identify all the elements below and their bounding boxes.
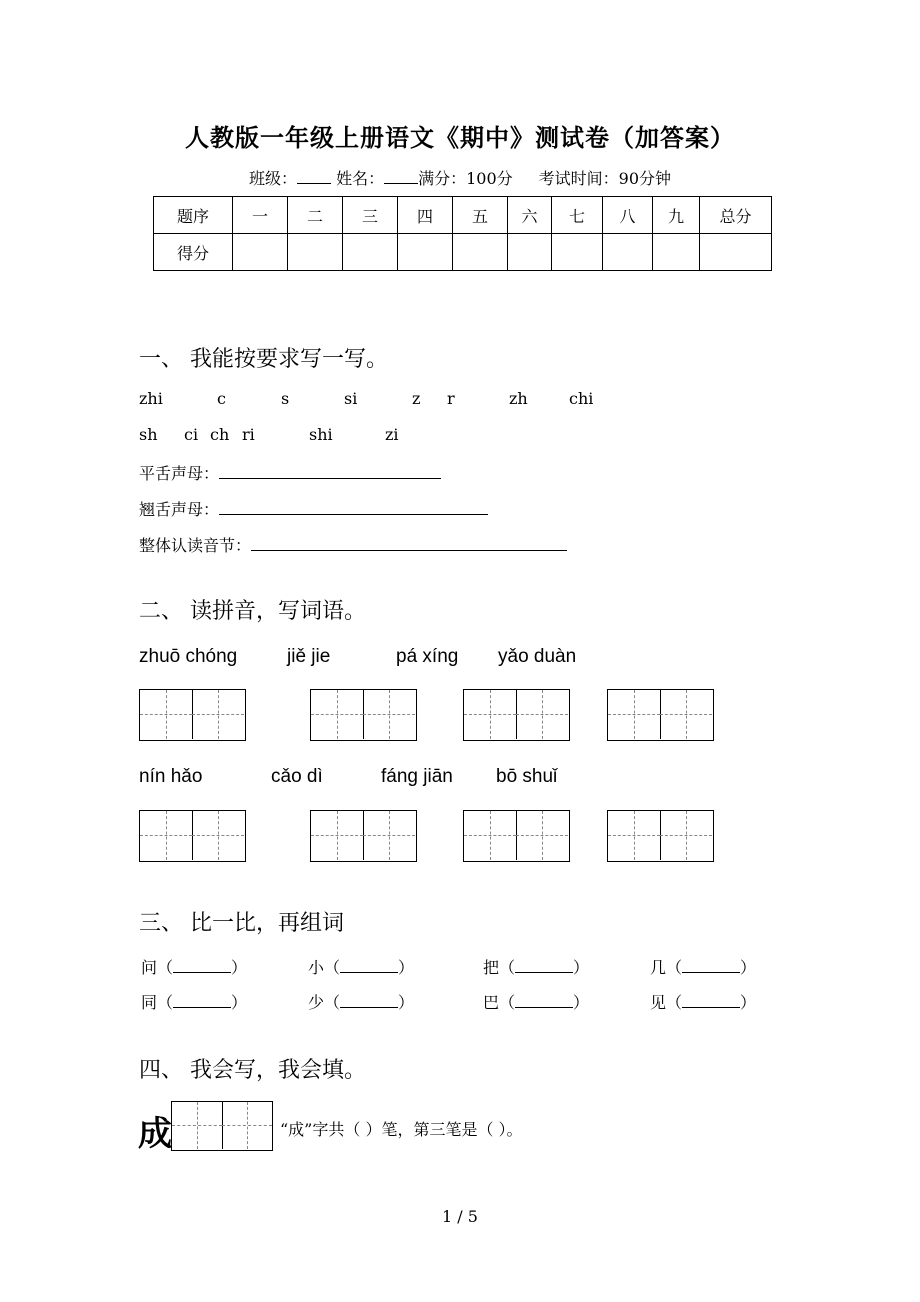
section2-heading: 二、 读拼音，写词语。: [139, 599, 366, 624]
compare-char: 把: [483, 958, 500, 977]
pinyin-item: sh: [139, 425, 158, 444]
answer-line[interactable]: [219, 500, 488, 515]
score-header-cell: 四: [398, 197, 453, 234]
compare-char: 问: [141, 958, 158, 977]
stroke-grid[interactable]: [171, 1101, 273, 1151]
class-label: 班级：: [248, 169, 297, 188]
stroke-question: “成”字共（ ）笔，第三笔是（ ）。: [280, 1120, 523, 1139]
answer-line[interactable]: [515, 993, 573, 1008]
pinyin-item: chi: [569, 389, 594, 408]
score-cell[interactable]: [700, 234, 772, 271]
pinyin-label: zhuō chóng: [139, 646, 238, 667]
score-header-cell: 三: [343, 197, 398, 234]
section1-heading: 一、 我能按要求写一写。: [139, 347, 388, 372]
compare-item: 问（ ）: [141, 958, 248, 977]
grid-cell[interactable]: [311, 690, 363, 739]
score-header-cell: 八: [603, 197, 653, 234]
question-label: 平舌声母：: [139, 464, 220, 483]
writing-grid[interactable]: [139, 810, 246, 862]
section3-heading: 三、 比一比，再组词: [139, 911, 344, 936]
answer-line[interactable]: [251, 536, 567, 551]
exam-info: [0, 166, 920, 189]
grid-cell[interactable]: [311, 811, 363, 860]
name-blank[interactable]: [384, 169, 418, 184]
answer-line[interactable]: [173, 993, 231, 1008]
compare-item: 巴（ ）: [483, 993, 590, 1012]
score-table-score-row: [154, 234, 772, 271]
score-cell[interactable]: [653, 234, 700, 271]
question-label: 整体认读音节：: [139, 536, 252, 555]
grid-cell[interactable]: [363, 811, 415, 860]
pinyin-item: ci: [184, 425, 199, 444]
pinyin-label: pá xíng: [396, 646, 459, 667]
grid-cell[interactable]: [192, 811, 244, 860]
score-header-cell: 总分: [700, 197, 772, 234]
pinyin-label: nín hǎo: [139, 766, 203, 787]
page-title: 人教版一年级上册语文《期中》测试卷（加答案）: [185, 123, 735, 152]
answer-line[interactable]: [340, 958, 398, 973]
grid-cell[interactable]: [464, 811, 516, 860]
compare-char: 同: [141, 993, 158, 1012]
compare-item: 小（ ）: [308, 958, 415, 977]
answer-line[interactable]: [515, 958, 573, 973]
writing-grid[interactable]: [463, 810, 570, 862]
score-cell[interactable]: [343, 234, 398, 271]
score-cell[interactable]: [398, 234, 453, 271]
score-table-header-row: [154, 197, 772, 234]
writing-grid[interactable]: [310, 689, 417, 741]
score-cell[interactable]: [508, 234, 552, 271]
class-blank[interactable]: [297, 169, 331, 184]
section1-q1: [139, 461, 441, 484]
section1-q2: [139, 497, 488, 520]
grid-cell[interactable]: [516, 811, 568, 860]
pinyin-item: ch: [210, 425, 230, 444]
compare-item: 少（ ）: [308, 993, 415, 1012]
grid-cell[interactable]: [363, 690, 415, 739]
pinyin-label: bō shuǐ: [496, 766, 558, 787]
pinyin-label: cǎo dì: [271, 766, 323, 787]
grid-cell[interactable]: [660, 811, 712, 860]
score-header-cell: 题序: [154, 197, 233, 234]
grid-cell[interactable]: [464, 690, 516, 739]
writing-grid[interactable]: [607, 689, 714, 741]
grid-cell[interactable]: [172, 1102, 222, 1149]
pinyin-item: r: [447, 389, 455, 408]
writing-grid[interactable]: [607, 810, 714, 862]
score-cell[interactable]: [233, 234, 288, 271]
score-cell[interactable]: [288, 234, 343, 271]
question-label: 翘舌声母：: [139, 500, 220, 519]
pinyin-item: c: [217, 389, 226, 408]
score-header-cell: 二: [288, 197, 343, 234]
answer-line[interactable]: [682, 993, 740, 1008]
score-cell[interactable]: [453, 234, 508, 271]
score-header-cell: 一: [233, 197, 288, 234]
compare-char: 几: [650, 958, 667, 977]
grid-cell[interactable]: [608, 690, 660, 739]
score-cell[interactable]: [552, 234, 603, 271]
score-header-cell: 七: [552, 197, 603, 234]
grid-cell[interactable]: [222, 1102, 272, 1149]
pinyin-label: yǎo duàn: [498, 646, 577, 667]
pinyin-item: s: [281, 389, 290, 408]
pinyin-item: shi: [309, 425, 333, 444]
pinyin-item: zi: [385, 425, 399, 444]
section1-q3: [139, 533, 567, 556]
pinyin-label: fáng jiān: [381, 766, 453, 787]
score-cell[interactable]: [603, 234, 653, 271]
answer-line[interactable]: [682, 958, 740, 973]
pinyin-item: z: [412, 389, 421, 408]
writing-grid[interactable]: [310, 810, 417, 862]
writing-grid[interactable]: [139, 689, 246, 741]
grid-cell[interactable]: [140, 690, 192, 739]
writing-grid[interactable]: [463, 689, 570, 741]
compare-char: 小: [308, 958, 325, 977]
grid-cell[interactable]: [516, 690, 568, 739]
score-header-cell: 五: [453, 197, 508, 234]
full-score: 满分：100分: [418, 169, 513, 188]
grid-cell[interactable]: [660, 690, 712, 739]
grid-cell[interactable]: [140, 811, 192, 860]
exam-time: 考试时间：90分钟: [538, 169, 672, 188]
compare-char: 见: [650, 993, 667, 1012]
score-row-label: 得分: [154, 234, 233, 271]
score-header-cell: 六: [508, 197, 552, 234]
sample-character: 成: [138, 1114, 172, 1154]
compare-item: 见（ ）: [650, 993, 757, 1012]
pinyin-item: zh: [509, 389, 528, 408]
compare-item: 几（ ）: [650, 958, 757, 977]
answer-line[interactable]: [219, 464, 441, 479]
page-number: 1 / 5: [442, 1207, 478, 1226]
pinyin-label: jiě jie: [287, 646, 331, 667]
compare-char: 少: [308, 993, 325, 1012]
score-table: [153, 196, 772, 271]
compare-item: 把（ ）: [483, 958, 590, 977]
pinyin-item: ri: [242, 425, 255, 444]
answer-line[interactable]: [340, 993, 398, 1008]
grid-cell[interactable]: [192, 690, 244, 739]
answer-line[interactable]: [173, 958, 231, 973]
pinyin-item: zhi: [139, 389, 163, 408]
section4-heading: 四、 我会写，我会填。: [139, 1058, 366, 1083]
compare-char: 巴: [483, 993, 500, 1012]
score-header-cell: 九: [653, 197, 700, 234]
compare-item: 同（ ）: [141, 993, 248, 1012]
pinyin-item: si: [344, 389, 358, 408]
name-label: 姓名：: [336, 169, 385, 188]
grid-cell[interactable]: [608, 811, 660, 860]
